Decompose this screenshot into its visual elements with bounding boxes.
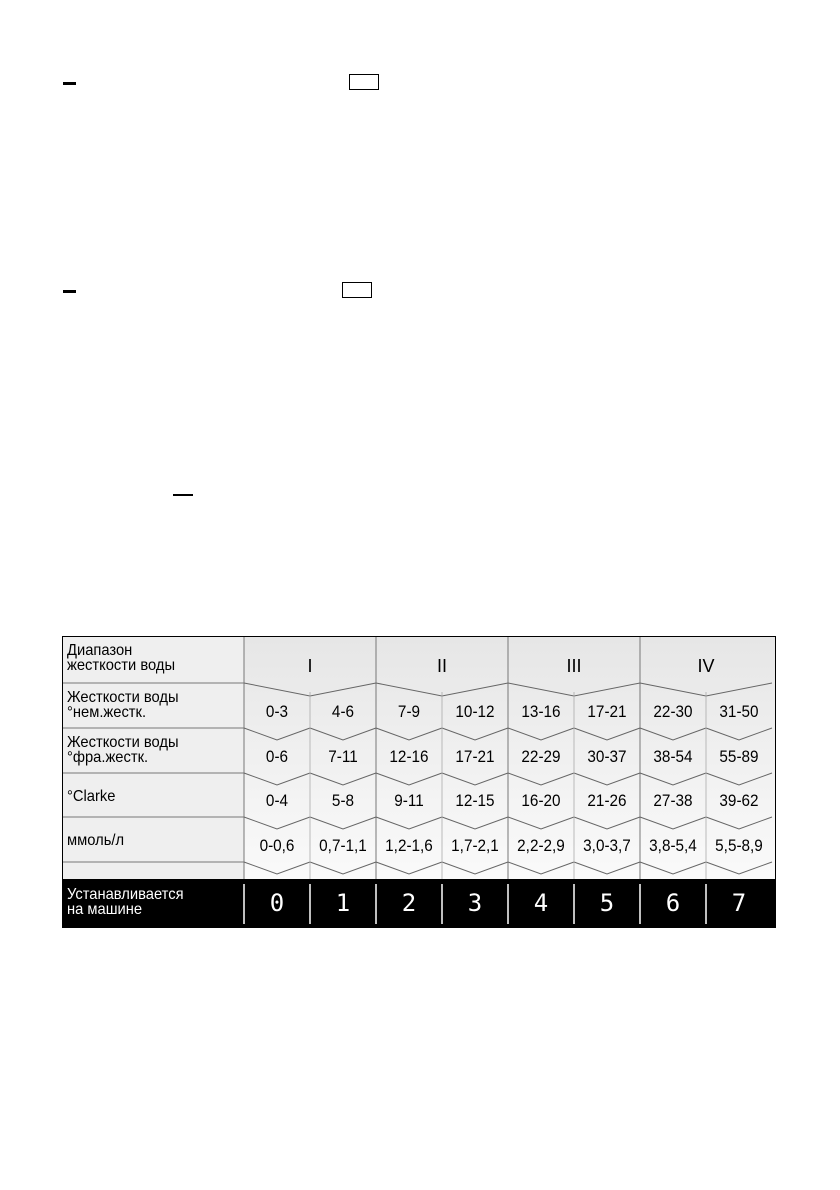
overline-mark [173, 494, 193, 496]
hardness-value: 30-37 [587, 747, 627, 766]
row-label-german: Жесткости воды °нем.жестк. [67, 689, 179, 721]
hardness-value: 5-8 [331, 791, 355, 810]
hardness-value: 3,0-3,7 [583, 836, 631, 855]
range-group-4: IV [697, 656, 715, 676]
hardness-value: 2,2-2,9 [517, 836, 565, 855]
setting-label: Устанавливается на машине [67, 886, 184, 918]
hardness-value: 4-6 [331, 702, 355, 721]
hardness-value: 55-89 [719, 747, 759, 766]
setting-digit: 2 [401, 889, 417, 917]
setting-digit: 7 [731, 889, 747, 917]
range-group-2: II [436, 656, 447, 676]
setting-digit: 0 [269, 889, 285, 917]
row-label-mmol: ммоль/л [67, 832, 125, 849]
setting-digit: 1 [335, 889, 351, 917]
range-group-3: III [566, 656, 582, 676]
hardness-value: 1,2-1,6 [385, 836, 433, 855]
setting-digit: 6 [665, 889, 681, 917]
hardness-value: 1,7-2,1 [451, 836, 499, 855]
hardness-value: 0-4 [265, 791, 289, 810]
hardness-value: 5,5-8,9 [715, 836, 763, 855]
hardness-value: 7-9 [397, 702, 421, 721]
hardness-value: 13-16 [521, 702, 561, 721]
hardness-value: 10-12 [455, 702, 495, 721]
setting-digit: 4 [533, 889, 549, 917]
bullet-dash-2 [63, 290, 76, 293]
hardness-value: 9-11 [394, 791, 424, 810]
hardness-value: 12-15 [455, 791, 495, 810]
water-hardness-table [62, 636, 776, 928]
hardness-value: 31-50 [719, 702, 759, 721]
hardness-value: 38-54 [653, 747, 693, 766]
setting-digit: 5 [599, 889, 615, 917]
hardness-value: 12-16 [389, 747, 429, 766]
setting-digit: 3 [467, 889, 483, 917]
hardness-value: 0-0,6 [259, 836, 295, 855]
hardness-value: 17-21 [587, 702, 627, 721]
bullet-dash-1 [63, 82, 76, 85]
hardness-value: 0,7-1,1 [319, 836, 367, 855]
range-header-label: Диапазон жесткости воды [67, 642, 176, 674]
hardness-value: 22-30 [653, 702, 693, 721]
hardness-value: 0-6 [265, 747, 289, 766]
hardness-value: 3,8-5,4 [649, 836, 697, 855]
key-box-2 [342, 282, 372, 298]
hardness-value: 17-21 [455, 747, 495, 766]
row-label-clarke: °Clarke [67, 788, 116, 805]
hardness-value: 16-20 [521, 791, 561, 810]
key-box-1 [349, 74, 379, 90]
hardness-value: 7-11 [328, 747, 358, 766]
hardness-value: 21-26 [587, 791, 627, 810]
range-group-1: I [307, 656, 313, 676]
hardness-value: 27-38 [653, 791, 693, 810]
hardness-value: 39-62 [719, 791, 759, 810]
table-graphics [62, 636, 776, 928]
hardness-value: 0-3 [265, 702, 289, 721]
hardness-value: 22-29 [521, 747, 561, 766]
row-label-french: Жесткости воды °фра.жестк. [67, 734, 179, 766]
